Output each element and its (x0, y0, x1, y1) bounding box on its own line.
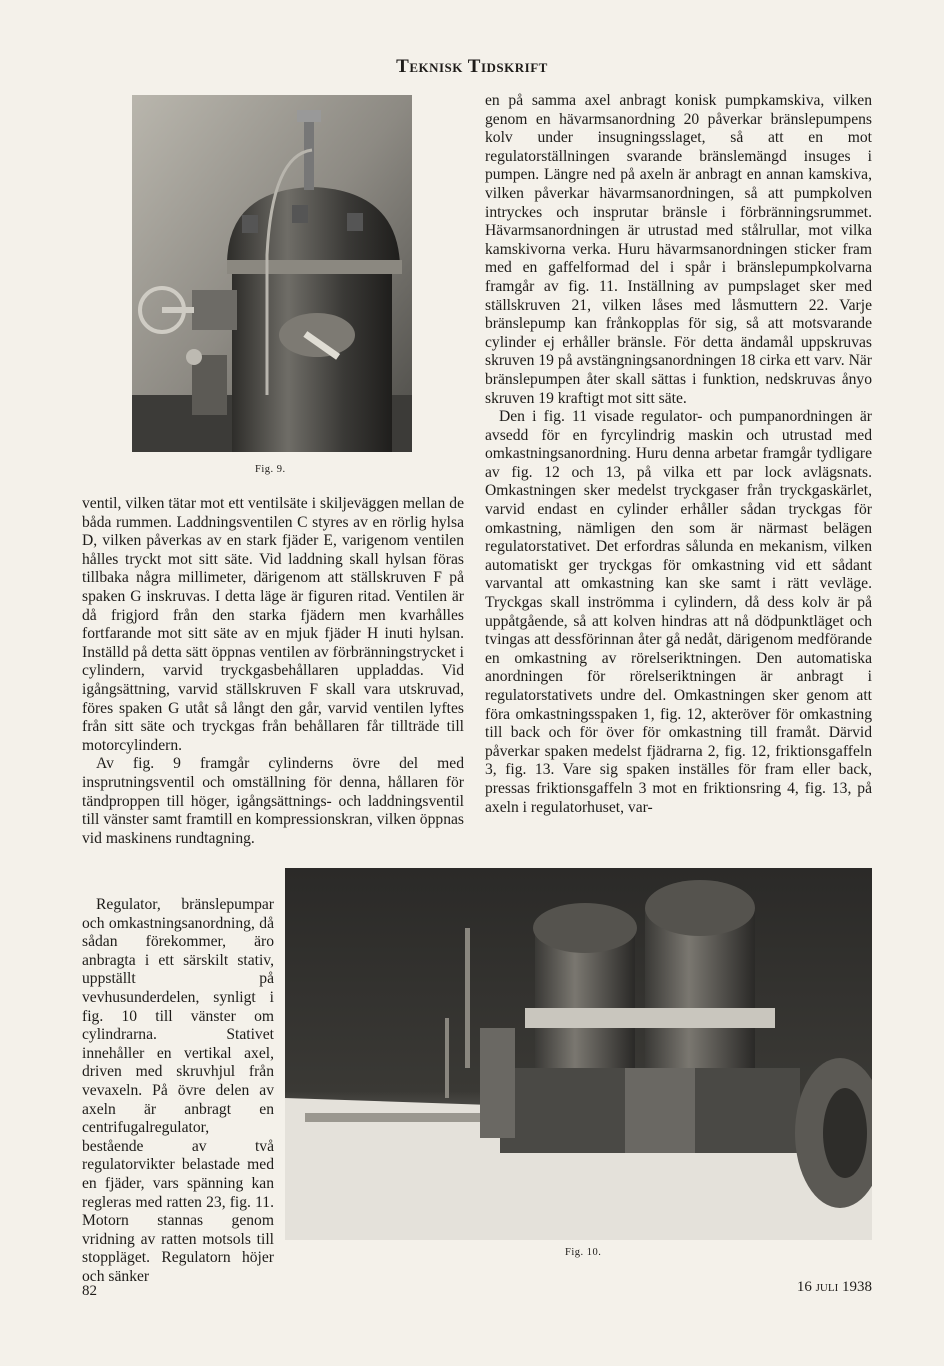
figure-9-caption: Fig. 9. (255, 464, 286, 475)
engine-assembly-illustration (285, 868, 872, 1240)
page-number: 82 (82, 1283, 97, 1299)
left-paragraph: ventil, vilken tätar mot ett ventilsäte i skiljeväggen mellan de båda rummen. Laddningsventilen C styres av en rörlig hylsa D, vilken påverkas av en stark fjäder E, varigenom ventilen hålles tryckt mot sitt säte. Vid laddning skall hylsan föras tillbaka några millimeter, därigenom att ställskruven F på spaken G inskruvas. I detta läge är figuren ritad. Ventilen är då frigjord från den starka fjädern men kvarhålles fortfarande mot sitt säte av en mjuk fjäder H inuti hylsan. Inställd på detta sätt öppnas ventilen av förbränningstrycket i cylindern, varvid tryckgasbehållaren uppladdas. Vid igångsättning, varvid ställskruven F skall vara utskruvad, föres spaken G utåt så långt den går, varvid ventilen lyftes från sitt säte och tryckgas från behållaren får tillträde till motorcylindern. (82, 495, 464, 754)
figure-9-photo (132, 95, 412, 452)
figure-10-photo (285, 868, 872, 1240)
issue-date: 16 juli 1938 (796, 1279, 872, 1295)
left-paragraph: Regulator, bränslepumpar och omkastningsanordning, då sådan förekommer, äro anbragta i ett särskilt stativ, uppställt på vevhusunderdelen, synligt i fig. 10 till vänster om cylindrarna. Stativet innehåller en vertikal axel, driven med skruvhjul från vevaxeln. På övre delen av axeln är anbragt en centrifugalregulator, bestående av två regulatorvikter belastade med en fjäder, vars spänning kan regleras med ratten 23, fig. 11. Motorn stannas genom vridning av ratten motsols till stoppläget. Regulatorn höjer och sänker (82, 896, 274, 1285)
right-column-text (485, 92, 872, 817)
engine-cylinder-illustration (132, 95, 412, 452)
journal-title: Teknisk Tidskrift (396, 56, 548, 77)
figure-10-caption: Fig. 10. (565, 1247, 602, 1258)
right-paragraph: Den i fig. 11 visade regulator- och pumpanordningen är avsedd för en fyrcylindrig maskin och utrustad med omkastningsanordning. Huru denna arbetar framgår tydligare av fig. 12 och 13, på vilka ett par lock avlägsnats. Omkastningen sker medelst tryckgaser från tryckgaskärlet, varvid endast en cylinder erhåller sådan tryckgas för omkastning, nämligen den som är närmast belägen regulatorstativet. Det erfordras sålunda en mekanism, vilken automatiskt ger tryckgas för omkastning vid ett sådant varvantal att omkastning kan ske samt i rätt vevläge. Tryckgas skall inströmma i cylindern, då dess kolv är på uppåtgående, så att kolven hindras att nå dödpunktläget och tvingas att dessförinnan åter gå nedåt, därigenom medförande en omkastning av rörelseriktningen. Den automatiska anordningen för rörelseriktningen är anbragt i regulatorstativets undre del. Omkastningen sker genom att föra omkastningsspaken 1, fig. 12, akteröver för omkastning till back och för över för omkastning till framåt. Därvid påverkar spaken medelst fjädrarna 2, fig. 12, friktionsgaffeln 3, fig. 13. Vare sig spaken inställes för fram eller back, pressas friktionsgaffeln 3 mot en friktionsring 4, fig. 13, på axeln i regulatorhuset, var- (485, 408, 872, 816)
right-paragraph: en på samma axel anbragt konisk pumpkamskiva, vilken genom en hävarmsanordning 20 påverkar bränslepumpens kolv under insugningsslaget, så att en mot regulatorställningen svarande bränslemängd insuges i pumpen. Längre ned på axeln är anbragt en annan kamskiva, vilken påverkar hävarmsanordningen, så att pumpkolven intryckes och insprutar bränsle i förbränningsrummet. Hävarmsanordningen är utrustad med stålrullar, mot vilka kamskivorna verka. Huru hävarmsanordningen sticker fram med en gaffelformad del i spår i bränslepumpkolvarna framgår av fig. 11. Inställning av pumpslaget sker med ställskruven 21, vilken låses med låsmuttern 22. Varje bränslepump kan frånkopplas för sig, så att motsvarande cylinder ej erhåller bränsle. För detta ändamål uppskruvas skruven 19 på avstängningsanordningen 18 cirka ett varv. När bränslepumpen åter skall sättas i funktion, nedskruvas ånyo skruven 19 kraftigt mot sitt säte. (485, 92, 872, 407)
left-paragraph: Av fig. 9 framgår cylinderns övre del med insprutningsventil och omställning för denna, hållaren för tändproppen till höger, igångsättnings- och laddningsventil till vänster samt framtill en kompressionskran, vilken öppnas vid maskinens rundtagning. (82, 755, 464, 847)
left-column-text (82, 495, 464, 848)
left-narrow-column-text (82, 896, 274, 1286)
